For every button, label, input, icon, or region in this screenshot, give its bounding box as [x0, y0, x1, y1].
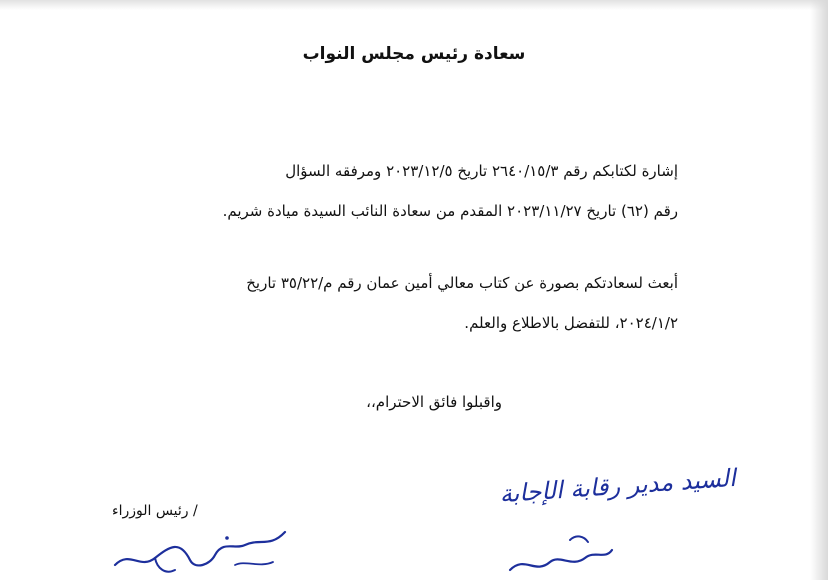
paragraph-attachment: [118, 263, 678, 343]
letter-addressee: سعادة رئيس مجلس النواب: [302, 44, 526, 64]
paragraph-reference-line-1: إشارة لكتابكم رقم ٢٦٤٠/١٥/٣ تاريخ ٢٠٢٣/١٢/٥ ومرفقه السؤال: [285, 162, 678, 180]
paragraph-attachment-line-2: ٢٠٢٤/١/٢، للتفضل بالاطلاع والعلم.: [464, 314, 678, 332]
prime-minister-signature: [95, 520, 295, 580]
paragraph-reference-line-2: رقم (٦٢) تاريخ ٢٠٢٣/١١/٢٧ المقدم من سعادة النائب السيدة ميادة شريم.: [222, 202, 678, 220]
page-shadow-right: [810, 0, 828, 580]
signatory-title: / رئيس الوزراء: [112, 503, 198, 519]
handwritten-note: السيد مدير رقابة الإجابة: [498, 463, 737, 509]
closing-salutation: واقبلوا فائق الاحترام،،: [366, 393, 502, 411]
page-shadow-top: [0, 0, 828, 10]
paragraph-attachment-line-1: أبعث لسعادتكم بصورة عن كتاب معالي أمين عمان رقم م/٣٥/٢٢ تاريخ: [246, 274, 678, 292]
paragraph-reference: [118, 151, 678, 231]
director-initials: [500, 520, 620, 580]
